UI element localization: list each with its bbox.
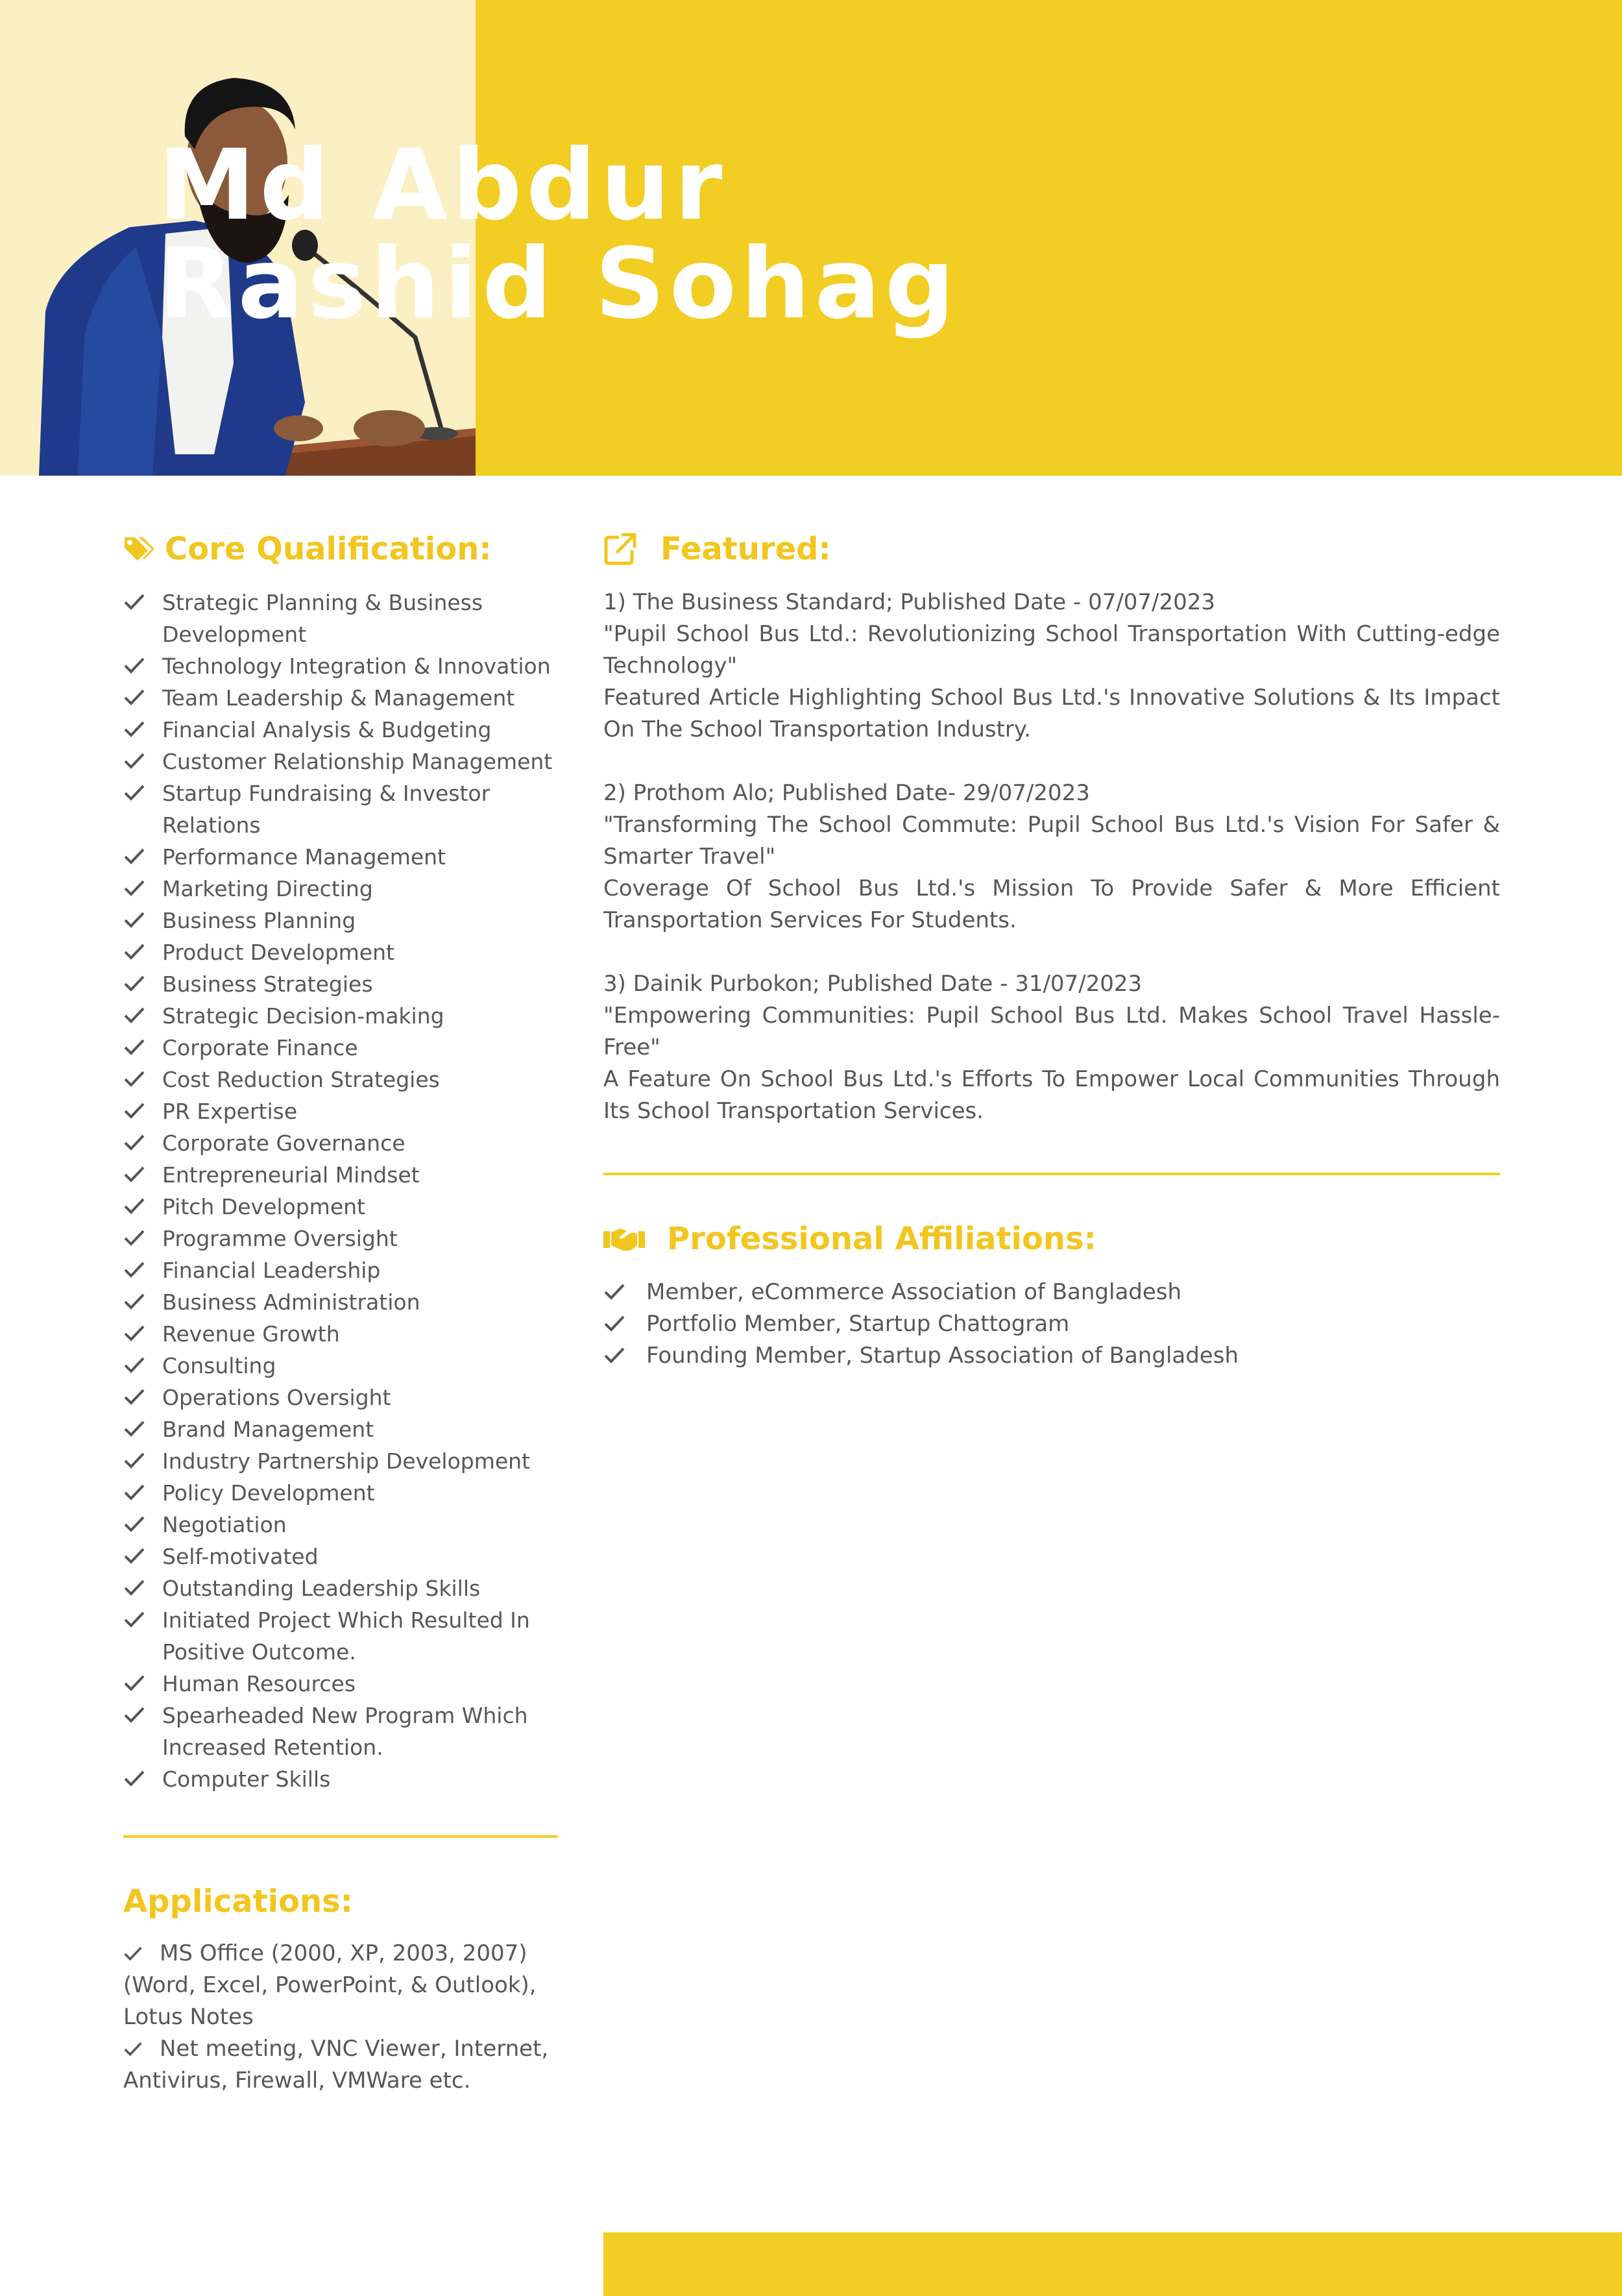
list-item [123, 650, 558, 682]
list-item [123, 714, 558, 746]
check-icon [123, 1068, 145, 1090]
list-item-text: Financial Leadership [162, 1258, 381, 1283]
list-item-text: Strategic Planning & Business Development [162, 590, 483, 647]
list-item-text: Negotiation [162, 1512, 287, 1537]
list-item [123, 968, 558, 1000]
list-item [123, 777, 558, 841]
list-item [123, 1700, 558, 1763]
list-item [123, 1668, 558, 1700]
tags-icon [123, 535, 156, 563]
list-item [123, 1127, 558, 1159]
list-item-text: Consulting [162, 1353, 276, 1378]
list-item-text: Business Strategies [162, 971, 373, 997]
check-icon [603, 1312, 625, 1334]
list-item [123, 936, 558, 968]
check-icon [123, 1322, 145, 1344]
check-icon [123, 1481, 145, 1503]
check-icon [123, 591, 145, 613]
list-item-text: Entrepreneurial Mindset [162, 1162, 420, 1188]
featured-item [603, 968, 1500, 1127]
check-icon [123, 654, 145, 676]
core-qualification-heading [123, 531, 558, 567]
check-icon [123, 1163, 145, 1185]
list-item-text: Revenue Growth [162, 1321, 340, 1347]
list-item-text: Corporate Finance [162, 1035, 358, 1060]
check-icon [123, 877, 145, 899]
featured-headline: "Pupil School Bus Ltd.: Revolutionizing School Transportation With Cutting-edge Technology" [603, 621, 1500, 679]
name-line-1: Md Abdur [158, 129, 727, 242]
list-item [123, 1509, 558, 1541]
list-item-text: Initiated Project Which Resulted In Positive Outcome. [162, 1607, 530, 1665]
list-item [123, 1541, 558, 1572]
featured-title: Featured: [660, 531, 831, 567]
list-item-text: Marketing Directing [162, 876, 373, 901]
list-item [603, 1340, 1500, 1372]
list-item [603, 1276, 1500, 1308]
list-item-text: Computer Skills [162, 1766, 331, 1792]
featured-source: 2) Prothom Alo; Published Date- 29/07/2023 [603, 780, 1090, 806]
check-icon [123, 750, 145, 772]
list-item-text: Performance Management [162, 844, 446, 870]
check-icon [123, 1608, 145, 1630]
handshake-icon [603, 1225, 645, 1253]
list-item-text: PR Expertise [162, 1099, 298, 1124]
list-item-text: Human Resources [162, 1671, 356, 1696]
left-divider [123, 1835, 558, 1838]
featured-headline: "Empowering Communities: Pupil School Bus Ltd. Makes School Travel Hassle-Free" [603, 1003, 1500, 1060]
check-icon [123, 1545, 145, 1567]
list-item-text: Customer Relationship Management [162, 749, 553, 774]
core-qualification-title: Core Qualification: [165, 531, 492, 567]
list-item [123, 1350, 558, 1382]
list-item-text: Business Planning [162, 908, 356, 933]
check-icon [123, 2039, 143, 2058]
list-item-text: Net meeting, VNC Viewer, Internet, Antivirus, Firewall, VMWare etc. [123, 2036, 549, 2094]
list-item [123, 1191, 558, 1223]
footer-band [603, 2232, 1622, 2296]
featured-summary: Coverage Of School Bus Ltd.'s Mission To Provide Safer & More Efficient Transportation Services For Students. [603, 875, 1500, 933]
list-item-text: Product Development [162, 940, 394, 965]
check-icon [123, 1354, 145, 1376]
list-item [123, 1445, 558, 1477]
check-icon [123, 1131, 145, 1153]
list-item-text: Outstanding Leadership Skills [162, 1576, 481, 1601]
list-item [123, 1572, 558, 1604]
list-item-text: Brand Management [162, 1417, 374, 1442]
list-item [123, 1318, 558, 1350]
list-item [123, 1604, 558, 1668]
name-line-2: Rashid Sohag [158, 228, 960, 341]
check-icon [123, 1099, 145, 1121]
list-item-text: Programme Oversight [162, 1226, 398, 1251]
check-icon [123, 1576, 145, 1598]
check-icon [603, 1280, 625, 1302]
list-item-text: Founding Member, Startup Association of Bangladesh [646, 1343, 1239, 1369]
list-item-text: Cost Reduction Strategies [162, 1067, 440, 1092]
affiliations-list [603, 1276, 1500, 1372]
list-item [123, 1254, 558, 1286]
list-item-text: Member, eCommerce Association of Bangladesh [646, 1279, 1182, 1305]
check-icon [123, 972, 145, 994]
list-item-text: Strategic Decision-making [162, 1003, 444, 1029]
list-item-text: Industry Partnership Development [162, 1448, 531, 1474]
check-icon [123, 1386, 145, 1408]
list-item [123, 1159, 558, 1191]
list-item [123, 1477, 558, 1509]
check-icon [123, 1704, 145, 1726]
featured-source: 3) Dainik Purbokon; Published Date - 31/07/2023 [603, 971, 1143, 997]
list-item-text: Technology Integration & Innovation [162, 653, 551, 679]
list-item [123, 905, 558, 936]
check-icon [123, 845, 145, 867]
list-item [603, 1308, 1500, 1340]
list-item-text: Policy Development [162, 1480, 375, 1506]
list-item-text: Operations Oversight [162, 1385, 391, 1410]
list-item-text: Corporate Governance [162, 1130, 406, 1156]
list-item [123, 1938, 558, 2033]
check-icon [123, 781, 145, 803]
list-item [123, 1032, 558, 1064]
check-icon [123, 1290, 145, 1312]
check-icon [123, 1944, 143, 1963]
affiliations-title: Professional Affiliations: [667, 1221, 1096, 1257]
featured-source: 1) The Business Standard; Published Date - 07/07/2023 [603, 589, 1216, 615]
check-icon [123, 1449, 145, 1471]
check-icon [123, 1417, 145, 1439]
affiliations-heading [603, 1221, 1500, 1257]
list-item-text: Pitch Development [162, 1194, 365, 1219]
check-icon [123, 1036, 145, 1058]
check-icon [123, 1004, 145, 1026]
check-icon [603, 1344, 625, 1366]
external-link-icon [603, 532, 637, 566]
check-icon [123, 1672, 145, 1694]
list-item [123, 682, 558, 714]
list-item [123, 2033, 558, 2097]
left-column [123, 531, 558, 2097]
list-item [123, 1413, 558, 1445]
applications-title: Applications: [123, 1883, 353, 1920]
check-icon [123, 686, 145, 708]
featured-item [603, 587, 1500, 746]
check-icon [123, 1195, 145, 1217]
featured-list [603, 587, 1500, 1127]
featured-summary: A Feature On School Bus Ltd.'s Efforts To Empower Local Communities Through Its School Transportation Services. [603, 1066, 1500, 1124]
list-item-text: Financial Analysis & Budgeting [162, 717, 492, 742]
featured-summary: Featured Article Highlighting School Bus Ltd.'s Innovative Solutions & Its Impact On The School Transportation Industry. [603, 685, 1500, 742]
list-item [123, 587, 558, 650]
list-item-text: Business Administration [162, 1289, 420, 1315]
list-item [123, 746, 558, 777]
list-item [123, 873, 558, 905]
list-item [123, 1095, 558, 1127]
list-item-text: Startup Fundraising & Investor Relations [162, 781, 490, 838]
featured-heading [603, 531, 1500, 567]
right-divider [603, 1173, 1500, 1175]
applications-heading [123, 1883, 558, 1920]
list-item [123, 1000, 558, 1032]
list-item [123, 1286, 558, 1318]
list-item-text: Portfolio Member, Startup Chattogram [646, 1311, 1070, 1337]
check-icon [123, 1767, 145, 1789]
list-item [123, 841, 558, 873]
check-icon [123, 909, 145, 931]
candidate-name [158, 129, 960, 341]
list-item [123, 1064, 558, 1095]
list-item [123, 1223, 558, 1254]
check-icon [123, 1513, 145, 1535]
featured-headline: "Transforming The School Commute: Pupil School Bus Ltd.'s Vision For Safer & Smarter Travel" [603, 812, 1500, 870]
check-icon [123, 940, 145, 962]
list-item-text: Self-motivated [162, 1544, 319, 1569]
check-icon [123, 1227, 145, 1249]
list-item [123, 1382, 558, 1413]
list-item-text: Team Leadership & Management [162, 685, 515, 711]
featured-item [603, 777, 1500, 936]
applications-list [123, 1938, 558, 2097]
check-icon [123, 718, 145, 740]
right-column [603, 531, 1500, 1372]
list-item-text: MS Office (2000, XP, 2003, 2007) (Word, Excel, PowerPoint, & Outlook), Lotus Notes [123, 1940, 537, 2030]
check-icon [123, 1258, 145, 1280]
list-item-text: Spearheaded New Program Which Increased Retention. [162, 1703, 528, 1760]
list-item [123, 1763, 558, 1795]
core-qualification-list [123, 587, 558, 1795]
